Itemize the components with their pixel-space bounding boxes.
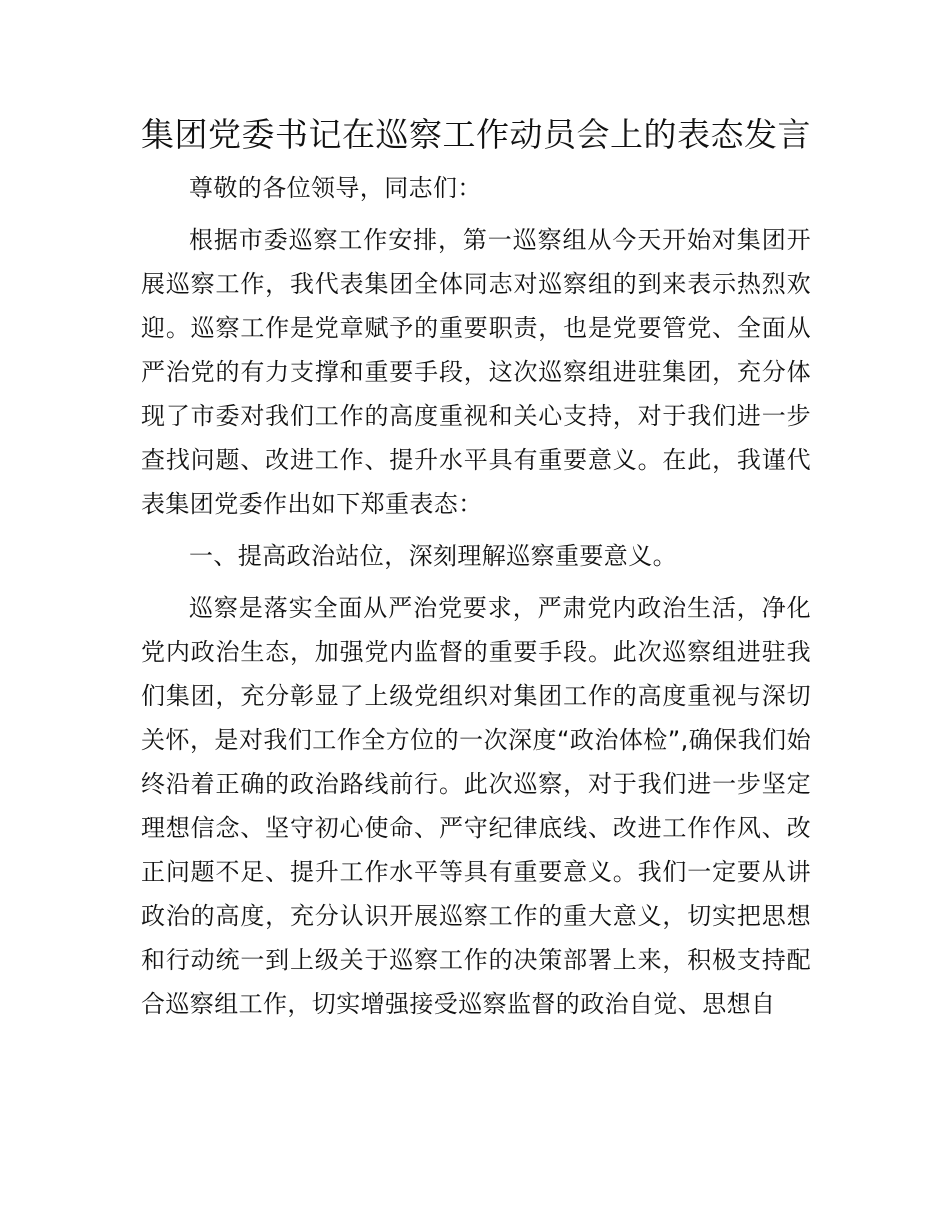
document-body — [141, 112, 811, 1026]
paragraph-intro: 根据市委巡察工作安排，第一巡察组从今天开始对集团开展巡察工作，我代表集团全体同志对巡察组的到来表示热烈欢迎。巡察工作是党章赋予的重要职责，也是党要管党、全面从严治党的有力支撑和重要手段，这次巡察组进驻集团，充分体现了市委对我们工作的高度重视和关心支持，对于我们进一步查找问题、改进工作、提升水平具有重要意义。在此，我谨代表集团党委作出如下郑重表态： — [141, 226, 811, 518]
paragraph-section-1: 巡察是落实全面从严治党要求，严肃党内政治生活，净化党内政治生态，加强党内监督的重要手段。此次巡察组进驻我们集团，充分彰显了上级党组织对集团工作的高度重视与深切关怀，是对我们工作全方位的一次深度“政治体检”,确保我们始终沿着正确的政治路线前行。此次巡察，对于我们进一步坚定理想信念、坚守初心使命、严守纪律底线、改进工作作风、改正问题不足、提升工作水平等具有重要意义。我们一定要从讲政治的高度，充分认识开展巡察工作的重大意义，切实把思想和行动统一到上级关于巡察工作的决策部署上来，积极支持配合巡察组工作，切实增强接受巡察监督的政治自觉、思想自 — [141, 594, 811, 1018]
section-heading-1: 一、提高政治站位，深刻理解巡察重要意义。 — [189, 542, 677, 570]
greeting-line: 尊敬的各位领导，同志们： — [189, 174, 482, 202]
document-title: 集团党委书记在巡察工作动员会上的表态发言 — [141, 115, 811, 154]
